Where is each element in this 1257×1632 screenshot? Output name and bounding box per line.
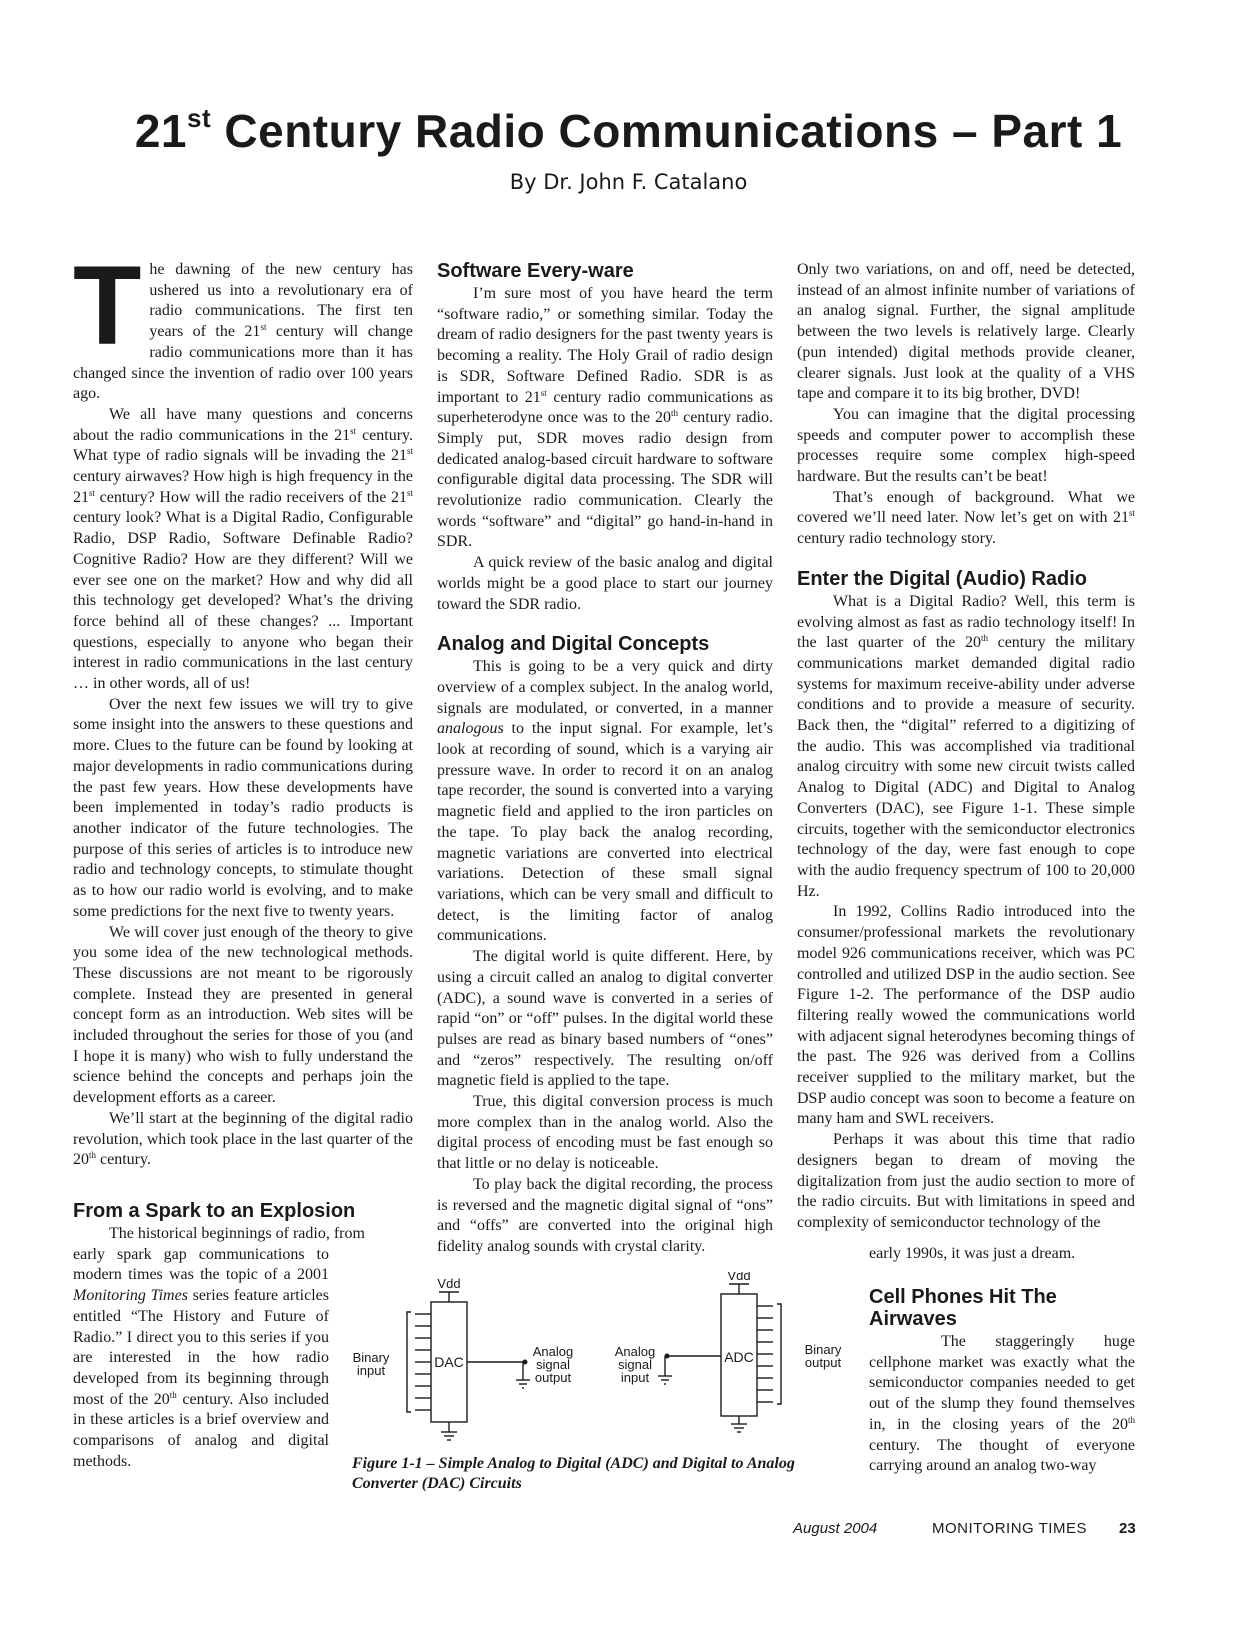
superscript: th — [671, 408, 679, 419]
column-3-continuation — [869, 1244, 1135, 1265]
binary-input-label: input — [356, 1363, 386, 1378]
column-2 — [437, 260, 773, 1258]
superscript: st — [350, 425, 357, 436]
paragraph: The historical beginnings of radio, from — [109, 1225, 365, 1242]
dac-input-bus — [415, 1314, 431, 1410]
superscript: st — [260, 322, 267, 333]
paragraph: Over the next few issues we will try to give some insight into the answers to these questions and more. Clues to the future can be found by looking at major developments in radio communications during the past few years. How these developments have been implemented in today’s radio products is another indicator of the future technologies. The purpose of this series of articles is to introduce new radio and technology concepts, to stimulate thought as to how our radio world is evolving, and to make some predictions for the next five to twenty years. — [73, 695, 413, 920]
superscript: st — [1128, 508, 1135, 519]
emphasis: analogous — [437, 720, 504, 738]
text: century will change radio communications more than it has changed since the invention of radio over 100 years ago. — [73, 323, 414, 403]
analog-input-label: signal — [618, 1357, 652, 1372]
figure-adc-dac — [345, 1272, 855, 1452]
title-text: Century Radio Communications – Part 1 — [211, 105, 1123, 157]
text: century. The thought of everyone carrying around an analog two-way — [869, 1436, 1135, 1475]
section-heading: Cell Phones Hit The Airwaves — [869, 1286, 1057, 1330]
paragraph: To play back the digital recording, the process is reversed and the magnetic digital signal of “ons” and “offs” are converted into the original high fidelity analog sounds with crystal clarity. — [437, 1175, 773, 1255]
text: to the input signal. For example, let’s look at recording of sound, which is a varying air pressure wave. In order to record it on an analog tape recorder, the sound is converted into a varying magnetic field and applied to the iron particles on the tape. To play back the analog recording, magnetic variations are converted into electrical variations. Detection of these small signal variations, which can be very small and difficult to detect, is the limiting factor of analog communications. — [437, 720, 773, 945]
section-heading: Enter the Digital (Audio) Radio — [797, 567, 1087, 590]
adc-output-bus — [757, 1306, 773, 1402]
text: century radio communications as superheterodyne once was to the 20 — [437, 388, 774, 427]
analog-output-label: Analog — [532, 1344, 574, 1359]
text: The staggeringly huge cellphone market was exactly what the semiconductor companies needed to get out of the slump they found themselves in, in the closing years of the 20 — [869, 1333, 1135, 1433]
paragraph: We will cover just enough of the theory to give you some idea of the new technological methods. These discussions are not meant to be rigorously complete. Instead they are presented in general concept form as an introduction. Web sites will be included throughout the series for those of you (and I hope it is many) who wish to fully understand the science behind the concepts and perhaps join the development efforts as a career. — [73, 923, 413, 1107]
footer-page-number: 23 — [1119, 1520, 1136, 1537]
text: That’s enough of background. What we covered we’ll need later. Now let’s get on with 21 — [797, 488, 1135, 527]
section-heading: Analog and Digital Concepts — [437, 633, 710, 656]
drop-cap: T — [73, 243, 142, 368]
paragraph: early 1990s, it was just a dream. — [869, 1245, 1076, 1262]
text: We all have many questions and concerns about the radio communications in the 21 — [73, 405, 413, 444]
superscript: st — [406, 487, 413, 498]
paragraph — [869, 1332, 1135, 1477]
paragraph — [73, 1245, 329, 1473]
paragraph: The digital world is quite different. Here, by using a circuit called an analog to digital converter (ADC), a sound wave is converted in a series of rapid “on” or “off” pulses. In the digital world these pulses are read as binary based numbers of “ones” and “zeros” respectively. The resulting on/off magnetic field is applied to the tape. — [437, 948, 773, 1090]
text: We’ll start at the beginning of the digital radio revolution, which took place in the last quarter of the 20 — [73, 1109, 413, 1169]
binary-input-label: Binary — [352, 1350, 390, 1365]
paragraph: Perhaps it was about this time that radio designers began to dream of moving the digitalization from just the audio section to more of the radio circuits. But with limitations in speed and complexity of semiconductor technology of the — [797, 1131, 1135, 1231]
article-title — [0, 104, 1257, 158]
circuit-diagram — [345, 1272, 855, 1452]
paragraph: Only two variations, on and off, need be detected, instead of an almost infinite number of variations of an analog signal. Further, the signal amplitude between the two levels is relatively large. Clearly (pun intended) digital methods provide cleaner, clearer signals. Just look at the quality of a VHS tape and compare it to its big brother, DVD! — [797, 261, 1135, 403]
column-1-heading-block — [73, 1200, 413, 1224]
section-heading: Software Every-ware — [437, 260, 634, 282]
text: What is a Digital Radio? Well, this term is evolving almost as fast as radio technology itself! In the last quarter of the 20 — [797, 592, 1135, 652]
column-1-narrow — [73, 1224, 365, 1472]
vdd-label: Vdd — [727, 1272, 751, 1283]
text: century. — [96, 1151, 151, 1169]
text: early spark gap communications to modern times was the topic of a 2001 — [73, 1245, 329, 1284]
title-number: 21 — [134, 105, 187, 157]
text: he dawning of the new century has ushered us into a revolutionary era of radio communications. The first ten years of the 21 — [149, 261, 413, 341]
text: century radio technology story. — [797, 530, 996, 548]
figure-caption: Figure 1-1 – Simple Analog to Digital (ADC) and Digital to Analog Converter (DAC) Circuits — [352, 1455, 795, 1492]
superscript: st — [406, 446, 413, 457]
paragraph — [437, 657, 773, 947]
text: series feature articles entitled “The History and Future of Radio.” I direct you to this series if you are interested in the how radio developed from its beginning through most of the 20 — [73, 1287, 330, 1408]
vdd-label: Vdd — [437, 1276, 461, 1291]
analog-output-label: signal — [536, 1357, 570, 1372]
paragraph — [73, 243, 414, 405]
column-3-narrow — [869, 1286, 1135, 1477]
paragraph: You can imagine that the digital processing speeds and computer power to accomplish these processes require some complex high-speed hardware. But the results can’t be beat! — [797, 405, 1135, 486]
binary-output-label: Binary — [804, 1342, 842, 1357]
superscript: th — [89, 1150, 97, 1161]
text: This is going to be a very quick and dirty overview of a complex subject. In the analog world, signals are modulated, or converted, in a manner — [437, 658, 773, 717]
analog-input-label: Analog — [614, 1344, 656, 1359]
text: century? How will the radio receivers of the 21 — [95, 488, 407, 506]
byline: By Dr. John F. Catalano — [509, 170, 748, 194]
superscript: th — [169, 1389, 177, 1400]
paragraph — [73, 405, 413, 695]
analog-output-label: output — [534, 1370, 572, 1385]
paragraph: A quick review of the basic analog and digital worlds might be a good place to start our journey toward the SDR radio. — [437, 554, 773, 613]
dac-label: DAC — [434, 1354, 464, 1370]
paragraph — [797, 488, 1135, 550]
superscript: st — [89, 487, 96, 498]
emphasis: Monitoring Times — [73, 1287, 188, 1305]
column-1 — [73, 243, 414, 1171]
paragraph — [73, 1109, 413, 1171]
text: century. Also included in these articles is a brief overview and comparisons of analog and digital methods. — [73, 1390, 329, 1470]
footer-date: August 2004 — [793, 1520, 878, 1537]
text: I’m sure most of you have heard the term “software radio,” or something similar. Today the dream of radio designers for the past twenty years is becoming a reality. The Holy Grail of radio design is SDR, Software Defined Radio. SDR is as important to 21 — [437, 285, 773, 406]
text: century. What type of radio signals will be invading the 21 — [73, 426, 414, 465]
text: century the military communications market demanded digital radio systems for maximum receive-ability under adverse conditions and to provide a measure of security. Back then, the “digital” referred to a digitizing of the audio. This was accomplished via traditional analog circuitry with some new circuit twists called Analog to Digital (ADC) and Digital to Analog Converters (DAC), see Figure 1-1. These simple circuits, together with the semiconductor electronics technology of the day, were fast enough to cope with the audio frequency spectrum of 100 to 20,000 Hz. — [797, 634, 1135, 900]
analog-input-label: input — [620, 1370, 650, 1385]
paragraph — [437, 284, 773, 553]
text: century airwaves? How high is high frequency in the 21 — [73, 468, 413, 506]
paragraph — [797, 592, 1135, 903]
paragraph: True, this digital conversion process is much more complex than in the analog world. Also the digital process of encoding must be fast enough so that little or no delay is noticeable. — [437, 1093, 773, 1173]
title-superscript: st — [186, 103, 212, 133]
superscript: th — [980, 633, 988, 644]
column-3 — [797, 260, 1135, 1234]
superscript: st — [540, 387, 547, 398]
footer-magazine: MONITORING TIMES — [932, 1520, 1087, 1537]
binary-output-label: output — [804, 1355, 842, 1370]
paragraph: In 1992, Collins Radio introduced into the consumer/professional markets the revolutionary model 926 communications receiver, which was PC controlled and utilized DSP in the audio section. See Figure 1-2. The performance of the DSP audio filtering really wowed the communications world with adjacent signal heterodynes becoming things of the past. The 926 was derived from a Collins receiver supplied to the military market, but the DSP audio concept was soon to become a feature on many ham and SWL receivers. — [797, 903, 1135, 1128]
text: century look? What is a Digital Radio, Configurable Radio, DSP Radio, Software Definable Radio? Cognitive Radio? How are they different? Will we ever see one on the market? How and why did all this technology get developed? What’s the driving force behind all of these changes? ... Important questions, especially to anyone who began their interest in radio communications in the last century … in other words, all of us! — [73, 509, 413, 693]
adc-label: ADC — [724, 1349, 754, 1365]
text: century radio. Simply put, SDR moves radio design from dedicated analog-based circuit hardware to software configurable digital data processing. The SDR will revolutionize radio communication. Clearly the words “software” and “digital” go hand-in-hand in SDR. — [437, 409, 774, 551]
superscript: th — [1127, 1414, 1135, 1425]
section-heading: From a Spark to an Explosion — [73, 1200, 356, 1222]
